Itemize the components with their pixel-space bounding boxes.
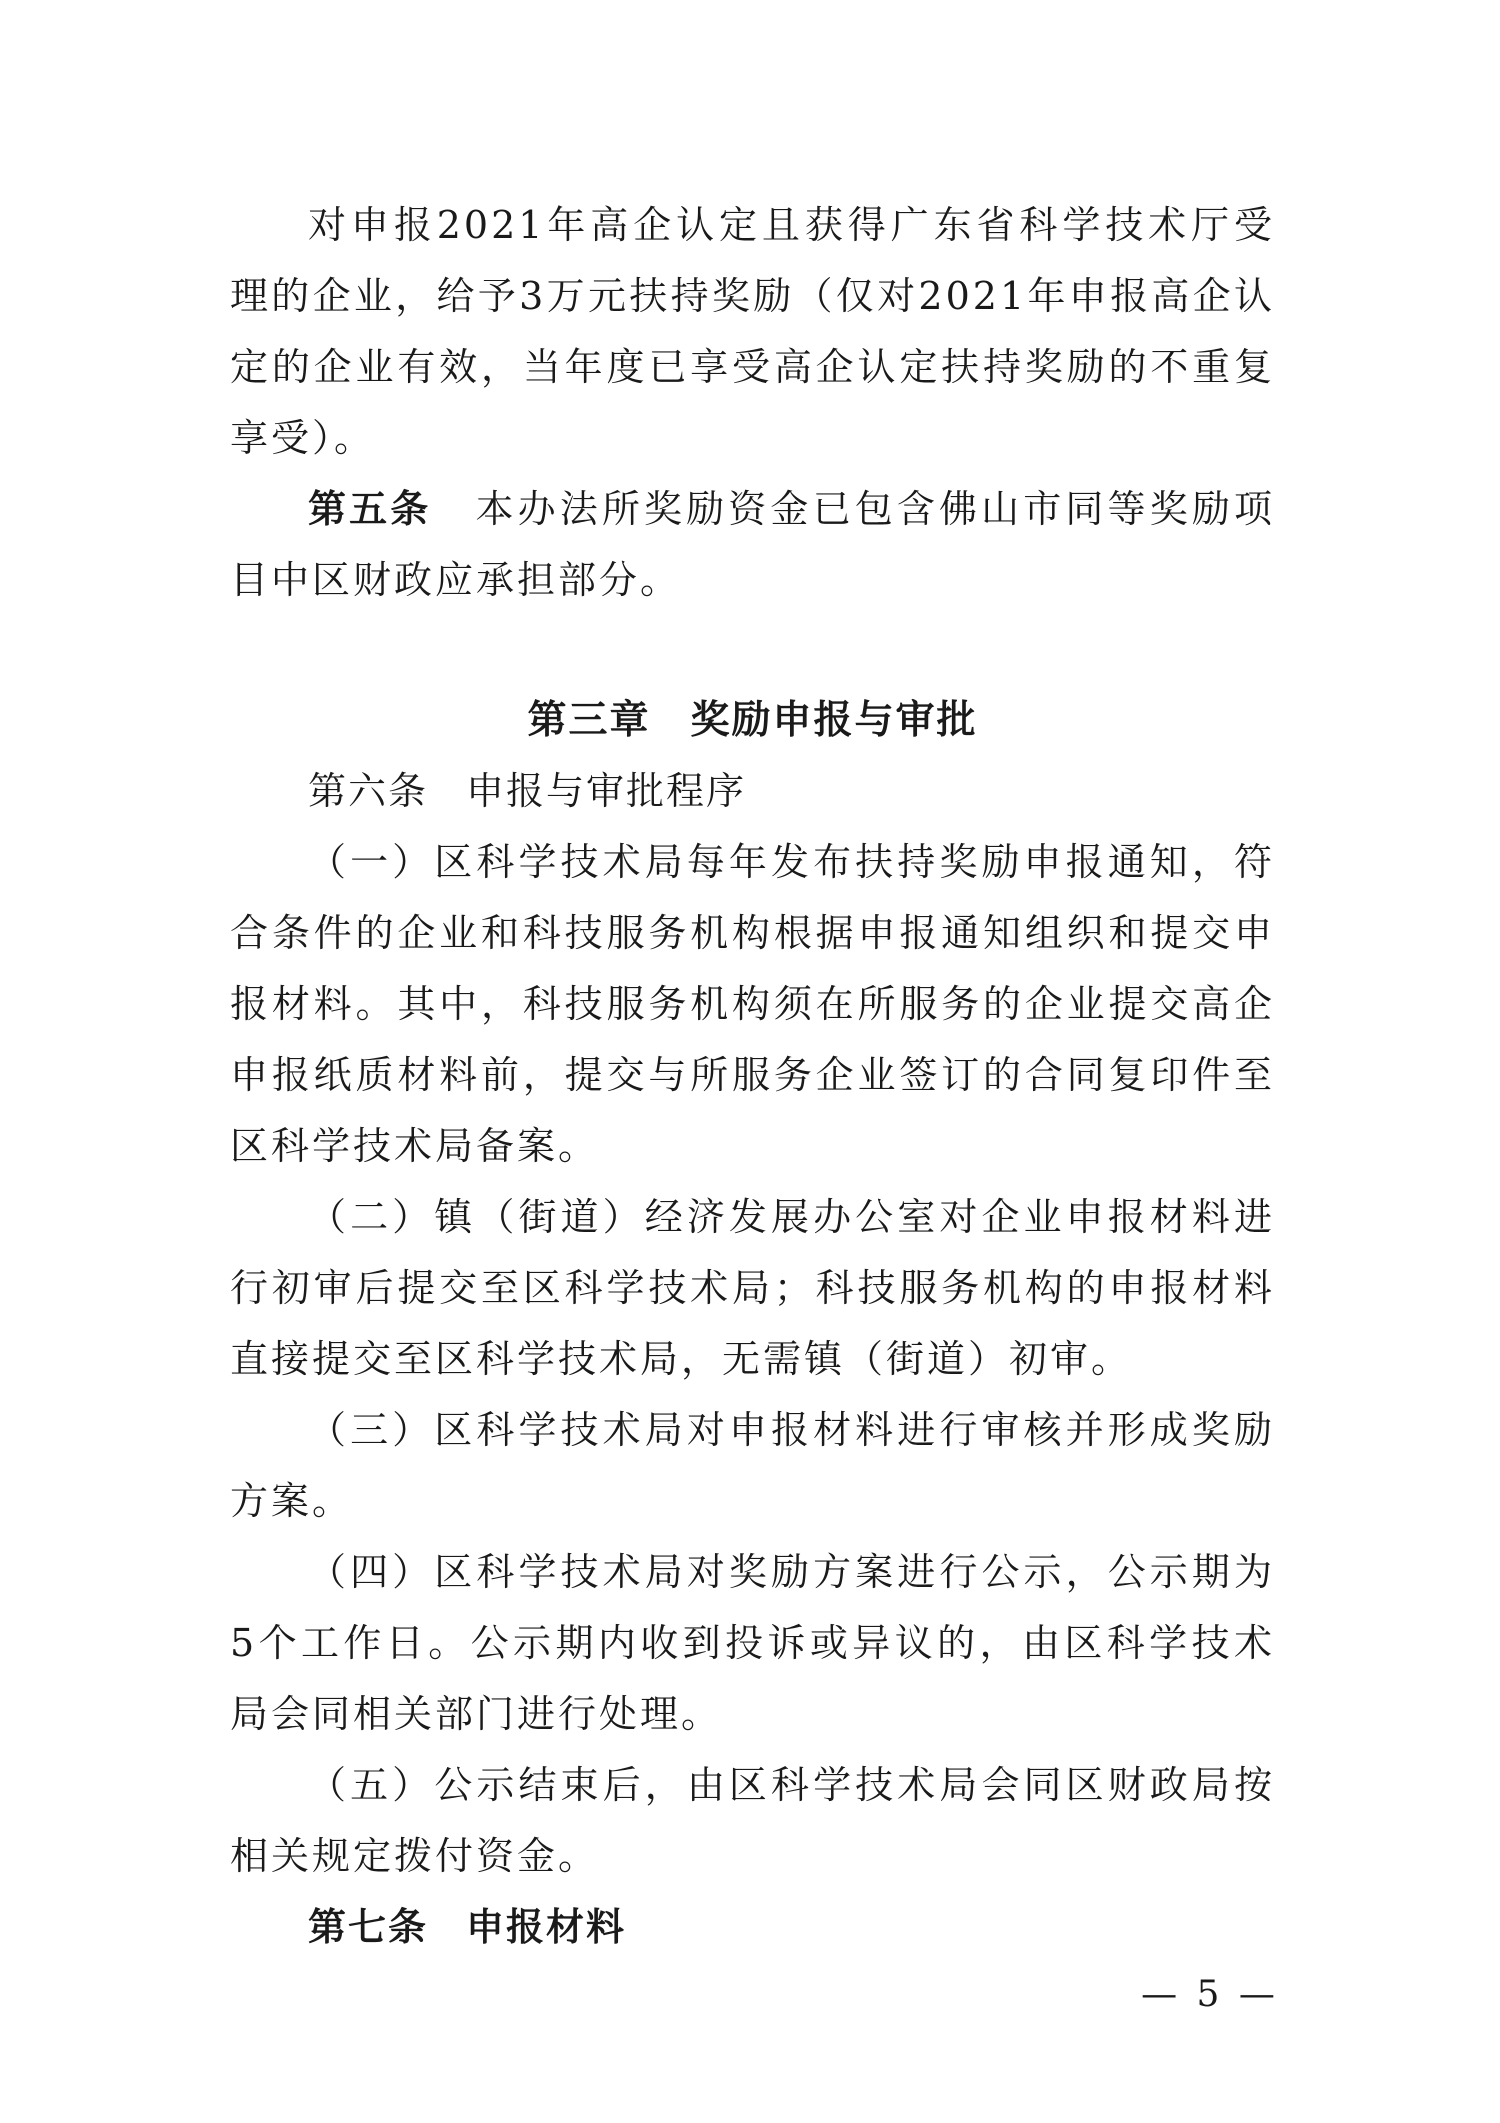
- article-7-label: 第七条: [308, 1905, 429, 1949]
- article-5-text: 本办法所奖励资金已包含佛山市同等奖励项目中区财政应承担部分。: [230, 487, 1275, 602]
- page-number: — 5 —: [1141, 1974, 1279, 2015]
- article-6-title: 申报与审批程序: [466, 769, 747, 813]
- paragraph-subsidy-2021: 对申报2021年高企认定且获得广东省科学技术厅受理的企业，给予3万元扶持奖励（仅对2021年申报高企认定的企业有效，当年度已享受高企认定扶持奖励的不重复享受）。: [230, 203, 1275, 460]
- article-6-heading: [230, 756, 1275, 827]
- page-body: [230, 190, 1275, 1963]
- article-6-item-4: （四）区科学技术局对奖励方案进行公示，公示期为5个工作日。公示期内收到投诉或异议的，由区科学技术局会同相关部门进行处理。: [230, 1550, 1275, 1736]
- chapter-3-title: 奖励申报与审批: [690, 698, 978, 743]
- article-6-item-5: （五）公示结束后，由区科学技术局会同区财政局按相关规定拨付资金。: [230, 1763, 1275, 1878]
- article-6-label: 第六条: [308, 769, 429, 813]
- chapter-3-heading: [230, 685, 1275, 756]
- article-5-label: 第五条: [308, 487, 432, 531]
- article-5: [230, 474, 1275, 616]
- article-6-item-2: （二）镇（街道）经济发展办公室对企业申报材料进行初审后提交至区科学技术局；科技服务机构的申报材料直接提交至区科学技术局，无需镇（街道）初审。: [230, 1195, 1275, 1381]
- article-7-title: 申报材料: [466, 1905, 627, 1949]
- article-6-item-1: （一）区科学技术局每年发布扶持奖励申报通知，符合条件的企业和科技服务机构根据申报通知组织和提交申报材料。其中，科技服务机构须在所服务的企业提交高企申报纸质材料前，提交与所服务企业签订的合同复印件至区科学技术局备案。: [230, 840, 1275, 1168]
- chapter-3-number: 第三章: [527, 698, 651, 743]
- article-7-heading: [230, 1892, 1275, 1963]
- article-6-item-3: （三）区科学技术局对申报材料进行审核并形成奖励方案。: [230, 1408, 1275, 1523]
